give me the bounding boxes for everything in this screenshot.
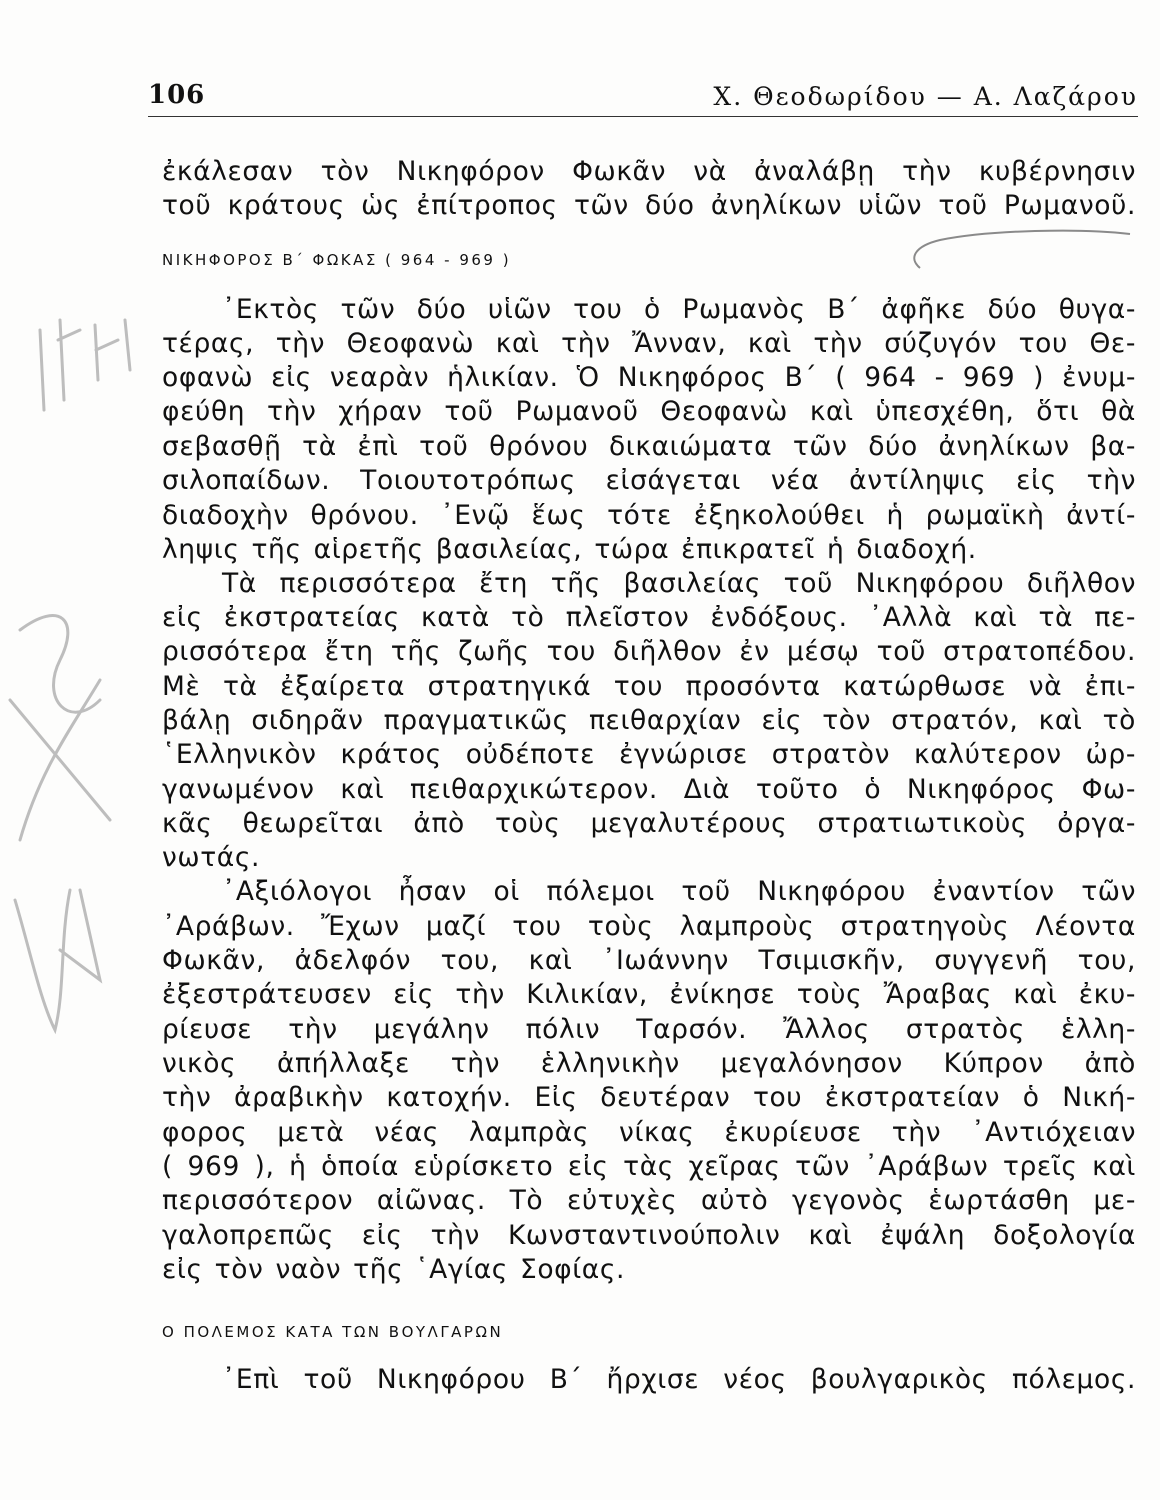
text-line: ἐξεστράτευσεν εἰς τὴν Κιλικίαν, ἐνίκησε τοὺς Ἄραβας καὶ ἐκυ- (162, 979, 1136, 1010)
text-line: νωτάς. (162, 842, 260, 873)
section-heading: Ο ΠΟΛΕΜΟΣ ΚΑΤΑ ΤΩΝ ΒΟΥΛΓΑΡΩΝ (162, 1323, 504, 1341)
text-line: ῾Ελληνικὸν κράτος οὐδέποτε ἐγνώρισε στρατὸν καλύτερον ὠρ- (162, 739, 1136, 770)
text-line: φορος μετὰ νέας λαμπρὰς νίκας ἐκυρίευσε τὴν ᾿Αντιόχειαν (162, 1117, 1136, 1148)
text-line: γανωμένον καὶ πειθαρχικώτερον. Διὰ τοῦτο ὁ Νικηφόρος Φω- (162, 774, 1136, 805)
section-heading: ΝΙΚΗΦΟΡΟΣ Β΄ ΦΩΚΑΣ ( 964 - 969 ) (162, 251, 512, 269)
text-line: εἰς ἐκστρατείας κατὰ τὸ πλεῖστον ἐνδόξους. ᾿Αλλὰ καὶ τὰ πε- (162, 602, 1136, 633)
text-line: ρισσότερα ἔτη τῆς ζωῆς του διῆλθον ἐν μέσῳ τοῦ στρατοπέδου. (162, 636, 1136, 667)
text-line: ληψις τῆς αἱρετῆς βασιλείας, τώρα ἐπικρατεῖ ἡ διαδοχή. (162, 534, 977, 565)
text-line: σεβασθῇ τὰ ἐπὶ τοῦ θρόνου δικαιώματα τῶν δύο ἀνηλίκων βα- (162, 431, 1136, 462)
text-line: διαδοχὴν θρόνου. ᾿Ενῷ ἕως τότε ἐξηκολούθει ἡ ρωμαϊκὴ ἀντί- (162, 500, 1136, 531)
text-line: περισσότερον αἰῶνας. Τὸ εὐτυχὲς αὐτὸ γεγονὸς ἑωρτάσθη με- (162, 1185, 1136, 1216)
text-line: Τὰ περισσότερα ἔτη τῆς βασιλείας τοῦ Νικηφόρου διῆλθον (222, 568, 1136, 599)
running-head: Χ. Θεοδωρίδου — Α. Λαζάρου (713, 82, 1138, 111)
text-line: φεύθη τὴν χήραν τοῦ Ρωμανοῦ Θεοφανὼ καὶ ὑπεσχέθη, ὅτι θὰ (162, 396, 1136, 427)
text-line: ρίευσε τὴν μεγάλην πόλιν Ταρσόν. Ἄλλος στρατὸς ἑλλη- (162, 1014, 1136, 1045)
text-line: κᾶς θεωρεῖται ἀπὸ τοὺς μεγαλυτέρους στρατιωτικοὺς ὀργα- (162, 808, 1136, 839)
text-line: ( 969 ), ἡ ὁποία εὑρίσκετο εἰς τὰς χεῖρας τῶν ᾿Αράβων τρεῖς καὶ (162, 1151, 1136, 1182)
text-line: ᾿Αξιόλογοι ἦσαν οἱ πόλεμοι τοῦ Νικηφόρου ἐναντίον τῶν (222, 876, 1136, 907)
text-line: οφανὼ εἰς νεαρὰν ἡλικίαν. Ὁ Νικηφόρος Β΄ ( 964 - 969 ) ἐνυμ- (162, 362, 1136, 393)
text-line: τέρας, τὴν Θεοφανὼ καὶ τὴν Ἄνναν, καὶ τὴν σύζυγόν του Θε- (162, 328, 1136, 359)
text-line: ἐκάλεσαν τὸν Νικηφόρον Φωκᾶν νὰ ἀναλάβῃ τὴν κυβέρνησιν (162, 156, 1136, 187)
text-line: νικὸς ἀπήλλαξε τὴν ἑλληνικὴν μεγαλόνησον Κύπρον ἀπὸ (162, 1048, 1136, 1079)
margin-pen-marks (0, 300, 150, 1060)
text-line: βάλῃ σιδηρᾶν πραγματικῶς πειθαρχίαν εἰς τὸν στρατόν, καὶ τὸ (162, 705, 1136, 736)
text-line: σιλοπαίδων. Τοιουτοτρόπως εἰσάγεται νέα ἀντίληψις εἰς τὴν (162, 465, 1136, 496)
text-line: ᾿Αράβων. Ἔχων μαζί του τοὺς λαμπροὺς στρατηγοὺς Λέοντα (162, 911, 1136, 942)
page-header (148, 80, 1138, 117)
text-line: εἰς τὸν ναὸν τῆς ῾Αγίας Σοφίας. (162, 1254, 626, 1285)
text-line: ᾿Εκτὸς τῶν δύο υἱῶν του ὁ Ρωμανὸς Β΄ ἀφῆκε δύο θυγα- (222, 294, 1136, 325)
text-line: γαλοπρεπῶς εἰς τὴν Κωνσταντινούπολιν καὶ ἐψάλη δοξολογία (162, 1220, 1136, 1251)
text-line: τοῦ κράτους ὡς ἐπίτροπος τῶν δύο ἀνηλίκων υἱῶν τοῦ Ρωμανοῦ. (162, 190, 1136, 221)
pencil-curve-mark (900, 222, 1140, 292)
text-line: Φωκᾶν, ἀδελφόν του, καὶ ᾿Ιωάννην Τσιμισκῆν, συγγενῆ του, (162, 945, 1136, 976)
text-line: τὴν ἀραβικὴν κατοχήν. Εἰς δευτέραν του ἐκστρατείαν ὁ Νική- (162, 1082, 1136, 1113)
text-line: Μὲ τὰ ἐξαίρετα στρατηγικά του προσόντα κατώρθωσε νὰ ἐπι- (162, 671, 1136, 702)
page-number: 106 (148, 80, 206, 110)
text-line: ᾿Επὶ τοῦ Νικηφόρου Β΄ ἤρχισε νέος βουλγαρικὸς πόλεμος. (222, 1364, 1136, 1395)
